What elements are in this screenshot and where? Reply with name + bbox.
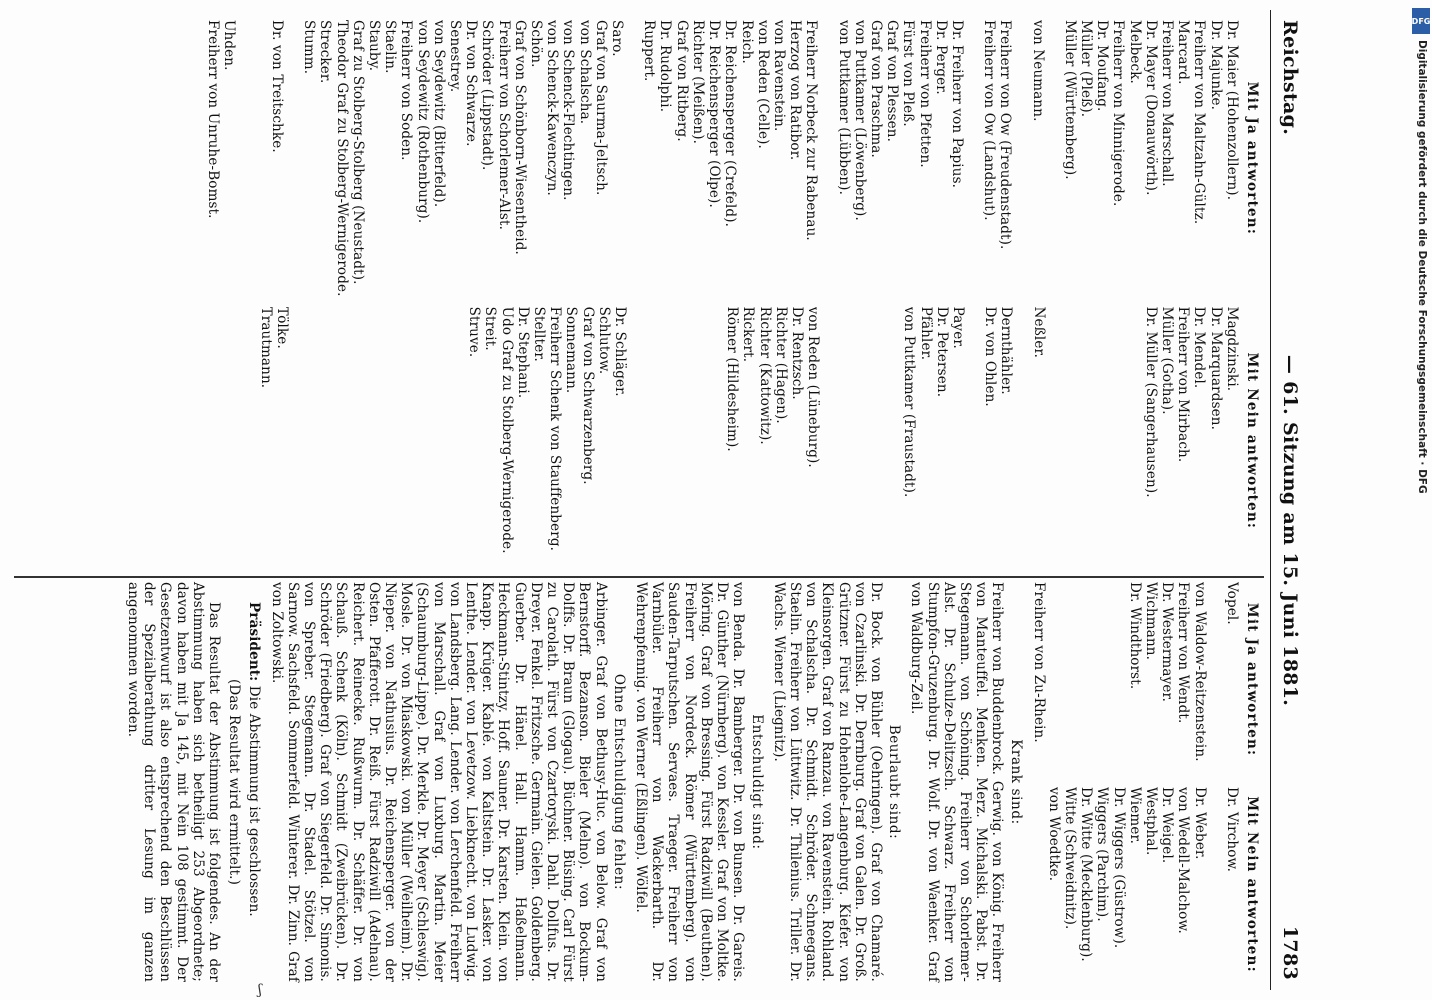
praesident-line bbox=[246, 582, 262, 982]
name-entry: Streit. bbox=[482, 306, 499, 351]
krank-text: Freiherr von Buddenbrock. Gerwig. von König. Freiherr von Manteuffel. Menken. Merz. Michalski. Pabst. Dr. Stegemann. von Schöning. Freiherr von Schorlemer-Alst. Dr. Schulze-Delitzsch. Schwarz. Freiherr von Stumpfon-Gruzenburg. Dr. Wolf. Dr. von Waenker. Graf von Waldburg-Zeil. bbox=[908, 582, 1006, 982]
name-entry: Dr. Moufang. bbox=[1094, 20, 1111, 112]
name-entry bbox=[450, 307, 466, 575]
name-entry bbox=[1030, 787, 1046, 982]
name-entry bbox=[338, 307, 354, 575]
name-entry bbox=[819, 20, 835, 297]
name-entry: Neßler. bbox=[1030, 306, 1047, 359]
name-entry: Dr. Weigel. bbox=[1159, 787, 1176, 864]
name-entry: von Puttkamer (Lübben). bbox=[835, 20, 852, 196]
name-entry bbox=[1079, 582, 1095, 777]
name-entry: Dr. Müller (Sangerhausen). bbox=[1142, 306, 1159, 498]
name-entry bbox=[237, 20, 253, 297]
col2-nein-list bbox=[1030, 787, 1262, 982]
name-entry: von Schenck-Flechtingen. bbox=[560, 20, 577, 201]
col1-ja-list bbox=[204, 20, 1262, 297]
name-entry bbox=[1063, 582, 1079, 777]
name-entry bbox=[253, 20, 269, 297]
name-entry: Dr. Perger. bbox=[932, 20, 949, 95]
name-entry bbox=[290, 307, 306, 575]
name-entry: Graf von Schönborn-Wiesentheid. bbox=[511, 20, 528, 255]
header-center: — 61. Sitzung am 15. Juni 1881. bbox=[1279, 354, 1302, 707]
name-entry: von Reden (Celle). bbox=[754, 20, 771, 149]
name-entry: von Waldow-Reitzenstein. bbox=[1191, 582, 1208, 762]
name-entry: Dr. von Ohlen. bbox=[982, 306, 999, 407]
name-entry bbox=[869, 307, 885, 575]
name-entry: Tölke. bbox=[273, 306, 290, 349]
name-entry: Freiherr von Maltzahn-Gültz. bbox=[1191, 20, 1208, 225]
name-entry: Payer. bbox=[949, 306, 966, 349]
name-entry: Vopel. bbox=[1223, 582, 1240, 625]
name-entry: Wichmann. bbox=[1142, 582, 1159, 661]
name-entry: Dr. Freiherr von Papius. bbox=[948, 20, 965, 189]
margin-mark: ʃ bbox=[258, 982, 262, 998]
name-entry: Freiherr von Wendt. bbox=[1175, 582, 1192, 724]
col1-nein-heading: Mit Nein antworten: bbox=[1244, 352, 1260, 530]
name-entry: Freiherr von Minnigerode. bbox=[1110, 20, 1127, 207]
name-entry: Witte (Schweidnitz). bbox=[1061, 787, 1078, 930]
credit-text: Digitalisierung gefördert durch die Deutsche Forschungsgemeinschaft · DFG bbox=[1416, 40, 1428, 494]
name-entry bbox=[370, 307, 386, 575]
name-entry: Graf zu Stolberg-Stolberg (Neustadt). bbox=[349, 20, 366, 285]
name-entry bbox=[966, 307, 982, 575]
name-entry: Graf von Ritberg. bbox=[673, 20, 690, 142]
name-entry: Graf von Schwarzenberg. bbox=[579, 306, 596, 485]
name-entry bbox=[242, 307, 258, 575]
name-entry bbox=[644, 307, 660, 575]
name-entry: Senestrey. bbox=[447, 20, 464, 93]
entschuldigt-text: von Benda. Dr. Bamberger. Dr. von Bunsen. Dr. Gareis. Dr. Günther (Nürnberg). von Kessler. Graf von Moltke. Möring. Graf von Bressing. Fürst Radziwill (Beuthen). Freiherr von Nordeck. Römer (Württemberg). von Sauden-Tarputschen. Servaes. Traeger. Freiherr von Varnbüler. Freiherr von Wackerbarth. Dr. Wehrenpfennig. von Werner (Eßlingen). Wölfel. bbox=[633, 582, 747, 982]
name-entry bbox=[1014, 307, 1030, 575]
name-entry bbox=[821, 307, 837, 575]
name-entry bbox=[837, 307, 853, 575]
name-entry: Rickert. bbox=[740, 306, 757, 363]
name-entry bbox=[354, 307, 370, 575]
name-entry: Marcard. bbox=[1175, 20, 1192, 85]
name-entry bbox=[692, 307, 708, 575]
name-entry: Trautmann. bbox=[257, 306, 274, 389]
name-entry: Richter (Meißen). bbox=[689, 20, 706, 145]
name-entry: Fürst von Pleß. bbox=[900, 20, 917, 127]
name-entry bbox=[1046, 20, 1062, 297]
name-entry: Stellter. bbox=[530, 306, 547, 362]
name-entry: Müller (Gotha). bbox=[1158, 306, 1175, 415]
name-entry bbox=[210, 307, 226, 575]
name-entry: Müller (Pleß). bbox=[1077, 20, 1094, 118]
name-entry: von Neumann. bbox=[1029, 20, 1046, 122]
beurlaubt-heading: Beurlaubt sind: bbox=[886, 724, 903, 840]
name-entry: von Schenck-Kawenczyn. bbox=[544, 20, 561, 196]
name-entry: Dr. Weber. bbox=[1191, 787, 1208, 860]
name-entry bbox=[226, 307, 242, 575]
name-entry: Melbeck. bbox=[1126, 20, 1143, 84]
name-entry: Westphal. bbox=[1142, 787, 1159, 856]
name-entry: Richter (Kattowitz). bbox=[756, 306, 773, 445]
name-entry bbox=[676, 307, 692, 575]
name-entry: von Seydewitz (Rothenburg). bbox=[414, 20, 431, 224]
name-entry: Dr. Reichensperger (Crefeld). bbox=[722, 20, 739, 228]
name-entry bbox=[660, 307, 676, 575]
name-entry: Dr. Reichensperger (Olpe). bbox=[706, 20, 723, 208]
name-entry: Dr. von Schwarze. bbox=[463, 20, 480, 147]
name-entry: Graf von Plessen. bbox=[884, 20, 901, 143]
name-entry: von Seydewitz (Bitterfeld). bbox=[430, 20, 447, 208]
name-entry bbox=[1095, 582, 1111, 777]
name-entry: Dr. Majunke. bbox=[1207, 20, 1224, 111]
name-entry: Freiherr von Mirbach. bbox=[1175, 306, 1192, 463]
beurlaubt-text: Dr. Bock. von Bühler (Oehringen). Graf von Chamaré. von Czarlinski. Dr. Dernburg. Graf von Galen. Dr. Groß. Grützner. Fürst zu Hohenlohe-Langenburg. Kiefer. von Kleinsorgen. Graf von Ranzau. von Ravenstein. Rohland. von Schalscha. Dr. Schmidt. Schröder. Schneegans. Staelin. Freiherr von Lüttwitz. Dr. Thilenius. Triller. Dr. Wachs. Wiener (Liegnitz). bbox=[770, 582, 884, 982]
name-entry: Sonnemann. bbox=[563, 306, 580, 394]
name-entry bbox=[1047, 307, 1063, 575]
name-entry bbox=[708, 307, 724, 575]
name-entry: Schlutow. bbox=[595, 306, 612, 375]
result-note: (Das Resultat wird ermittelt.) bbox=[226, 678, 243, 886]
name-entry: Dr. Mayer (Donauwörth). bbox=[1142, 20, 1159, 196]
name-entry: Magdzinski. bbox=[1223, 306, 1240, 392]
name-entry bbox=[402, 307, 418, 575]
name-entry: Dr. Virchow. bbox=[1223, 787, 1240, 873]
name-entry bbox=[418, 307, 434, 575]
name-entry: Müller (Württemberg). bbox=[1061, 20, 1078, 180]
name-entry: Dr. Petersen. bbox=[933, 306, 950, 398]
name-entry: Schön. bbox=[528, 20, 545, 68]
header-page-number: 1783 bbox=[1279, 925, 1302, 980]
name-entry: Schröder (Lippstadt). bbox=[479, 20, 496, 171]
entschuldigt-heading: Entschuldigt sind: bbox=[748, 714, 765, 850]
name-entry: Dr. von Treitschke. bbox=[269, 20, 286, 153]
col2-ja-list bbox=[1030, 582, 1262, 777]
name-entry bbox=[1111, 582, 1127, 777]
name-entry: Uhden. bbox=[220, 20, 237, 71]
col2-nein-heading: Mit Nein antworten: bbox=[1244, 796, 1260, 973]
name-entry: Ruppert. bbox=[641, 20, 658, 82]
name-entry: Freiherr Norbeck zur Rabenau. bbox=[803, 20, 820, 241]
name-entry: Dr. Maier (Hohenzollern). bbox=[1223, 20, 1240, 201]
name-entry bbox=[628, 307, 644, 575]
name-entry bbox=[1208, 582, 1224, 777]
name-entry: Dr. Stephani. bbox=[514, 306, 531, 399]
name-entry: Pfähler. bbox=[917, 306, 934, 361]
name-entry bbox=[1079, 307, 1095, 575]
col2-ja-heading: Mit Ja antworten: bbox=[1244, 602, 1260, 757]
name-entry: von Puttkamer (Löwenberg). bbox=[851, 20, 868, 221]
name-entry bbox=[1013, 20, 1029, 297]
name-entry bbox=[1063, 307, 1079, 575]
name-entry bbox=[285, 20, 301, 297]
ohne-entschuldigung-text: Arbinger. Graf von Bethusy-Huc. von Below. Graf von Bernstorff. Bezanson. Bieler (Melno). von Bockum-Dolffs. Dr. Braun (Glogau). Büchner. Büsing. Carl Fürst zu Carolath. Fürst von Czartoryski. Dahl. Dollfus. Dr. Dreyer. Fenkel. Fritzsche. Germain. Gielen. Goldenberg. Guerber. Dr. Hänel. Hall. Hamm. Haßelmann. Heckmann-Stintzy. Hoff. Sauner. Dr. Karsten. Klein. von Knapp. Krüger. Kablé. von Kaltstein. Dr. Lasker. von Lenthe. Lender. von Levetzow. Liebknecht. von Ludwig. von Landsberg. Lang. Lender. von Lerchenfeld. Freiherr von Marschall. Graf von Luxburg. Martin. Meier (Schaumburg-Lippe). Dr. Merkle. Dr. Meyer (Schleswig). Mosle. Dr. von Miaskowski. von Müller (Weilheim). Dr. Nieper. von Nathusius. Dr. Reichensperger. von der Osten. Pfafferott. Dr. Reiß. Fürst Radziwill (Adelnau). Reichert. Reinecke. Rußwurm. Dr. Schäffer. Dr. von Schauß. Schenk (Köln). Schmidt (Zweibrücken). Dr. Schröder (Friedberg). Graf von Siegerfeld. Dr. Simonis. von Spreber. Stegemann. Dr. Stadel. Stötzel. von Sarnow. Sachsfeld. Sommerfeld. Winterer. Dr. Zinn. Graf von Zoltowski. bbox=[268, 582, 609, 982]
name-entry: Staelin. bbox=[382, 20, 399, 74]
dfg-logo: DFG bbox=[1412, 8, 1430, 34]
name-entry: Theodor Graf zu Stolberg-Wernigerode. bbox=[333, 20, 350, 297]
name-entry: von Ravenstein. bbox=[770, 20, 787, 132]
digitization-credit bbox=[1410, 10, 1430, 990]
krank-heading: Krank sind: bbox=[1007, 739, 1024, 825]
name-entry: Freiherr von Unruhe-Bomst. bbox=[204, 20, 221, 219]
name-entry: Freiherr von Ow (Freudenstadt). bbox=[997, 20, 1014, 250]
name-entry: Freiherr von Zu-Rhein. bbox=[1030, 582, 1047, 743]
name-entry: von Schalscha. bbox=[576, 20, 593, 125]
name-entry: Freiherr von Pfetten. bbox=[916, 20, 933, 168]
name-entry bbox=[386, 307, 402, 575]
name-entry bbox=[1047, 582, 1063, 777]
name-entry: Graf von Praschma. bbox=[867, 20, 884, 158]
name-entry bbox=[1095, 307, 1111, 575]
name-entry bbox=[1127, 307, 1143, 575]
name-entry bbox=[322, 307, 338, 575]
name-entry bbox=[1208, 787, 1224, 982]
name-entry: Dr. Westermayer. bbox=[1159, 582, 1176, 703]
name-entry: Dr. Mendel. bbox=[1191, 306, 1208, 389]
name-entry: Dr. Marquardsen. bbox=[1207, 306, 1224, 431]
name-entry: von Puttkamer (Fraustadt). bbox=[901, 306, 918, 498]
page-header bbox=[1270, 10, 1310, 990]
name-entry: Richter (Hagen). bbox=[772, 306, 789, 424]
name-entry: Saro. bbox=[609, 20, 626, 57]
name-entry bbox=[434, 307, 450, 575]
result-paragraph: Das Resultat der Abstimmung ist folgendes. An der Abstimmung haben sich betheiligt 253 Abgeordnete; davon haben mit Ja 145, mit Nein 108 gestimmt. Der Gesetzentwurf ist also entsprechend den Beschlüssen der Spezialberathung dritter Lesung im ganzen angenommen worden. bbox=[125, 582, 223, 982]
name-entry bbox=[1111, 307, 1127, 575]
name-entry: Udo Graf zu Stolberg-Wernigerode. bbox=[498, 306, 515, 554]
right-column bbox=[12, 582, 1262, 982]
name-entry: Dr. Rentzsch. bbox=[788, 306, 805, 400]
name-entry: Stumm. bbox=[301, 20, 318, 75]
name-entry: Wiemer. bbox=[1126, 787, 1143, 845]
name-entry: Dr. Witte (Mecklenburg). bbox=[1078, 787, 1095, 962]
col1-nein-list bbox=[204, 307, 1262, 575]
name-entry: von Reden (Lüneburg). bbox=[805, 306, 822, 468]
ohne-entschuldigung-heading: Ohne Entschuldigung fehlen: bbox=[610, 673, 627, 891]
name-entry: von Woedtke. bbox=[1045, 787, 1062, 882]
header-left: Reichstag. bbox=[1279, 20, 1302, 136]
name-entry bbox=[885, 307, 901, 575]
name-entry: Strecker. bbox=[317, 20, 334, 84]
column-divider bbox=[14, 576, 1264, 578]
name-entry: Freiherr Schenk von Stauffenberg. bbox=[547, 306, 564, 552]
praesident-text: Die Abstimmung ist geschlossen. bbox=[246, 685, 263, 917]
left-column bbox=[12, 20, 1262, 575]
name-entry: Freiherr von Ow (Landshut). bbox=[981, 20, 998, 221]
name-entry: Dernthähler. bbox=[998, 306, 1015, 395]
name-entry bbox=[965, 20, 981, 297]
name-entry: Dr. Rudolphi. bbox=[657, 20, 674, 113]
name-entry: Herzog von Ratibor. bbox=[787, 20, 804, 161]
name-entry: Freiherr von Soden. bbox=[398, 20, 415, 161]
name-entry: Stauby. bbox=[366, 20, 383, 72]
name-entry bbox=[306, 307, 322, 575]
name-entry: Römer (Hildesheim). bbox=[724, 306, 741, 452]
name-entry: Freiherr von Marschall. bbox=[1158, 20, 1175, 187]
name-entry: Graf von Saurma-Jeltsch. bbox=[592, 20, 609, 196]
name-entry: Struve. bbox=[466, 306, 483, 358]
name-entry: Wiggers (Parchim). bbox=[1094, 787, 1111, 922]
name-entry bbox=[625, 20, 641, 297]
name-entry: Dr. Schläger. bbox=[611, 306, 628, 397]
name-entry: Dr. Windthorst. bbox=[1126, 582, 1143, 690]
name-entry bbox=[853, 307, 869, 575]
rotated-page-content bbox=[10, 10, 1310, 990]
name-entry: Freiherr von Schorlemer-Alst. bbox=[495, 20, 512, 231]
praesident-label: Präsident: bbox=[246, 602, 263, 682]
name-entry: von Wedell-Malchow. bbox=[1175, 787, 1192, 934]
name-entry: Reich. bbox=[738, 20, 755, 64]
name-entry: Dr. Wiggers (Güstrow). bbox=[1110, 787, 1127, 949]
col1-ja-heading: Mit Ja antworten: bbox=[1244, 81, 1260, 235]
